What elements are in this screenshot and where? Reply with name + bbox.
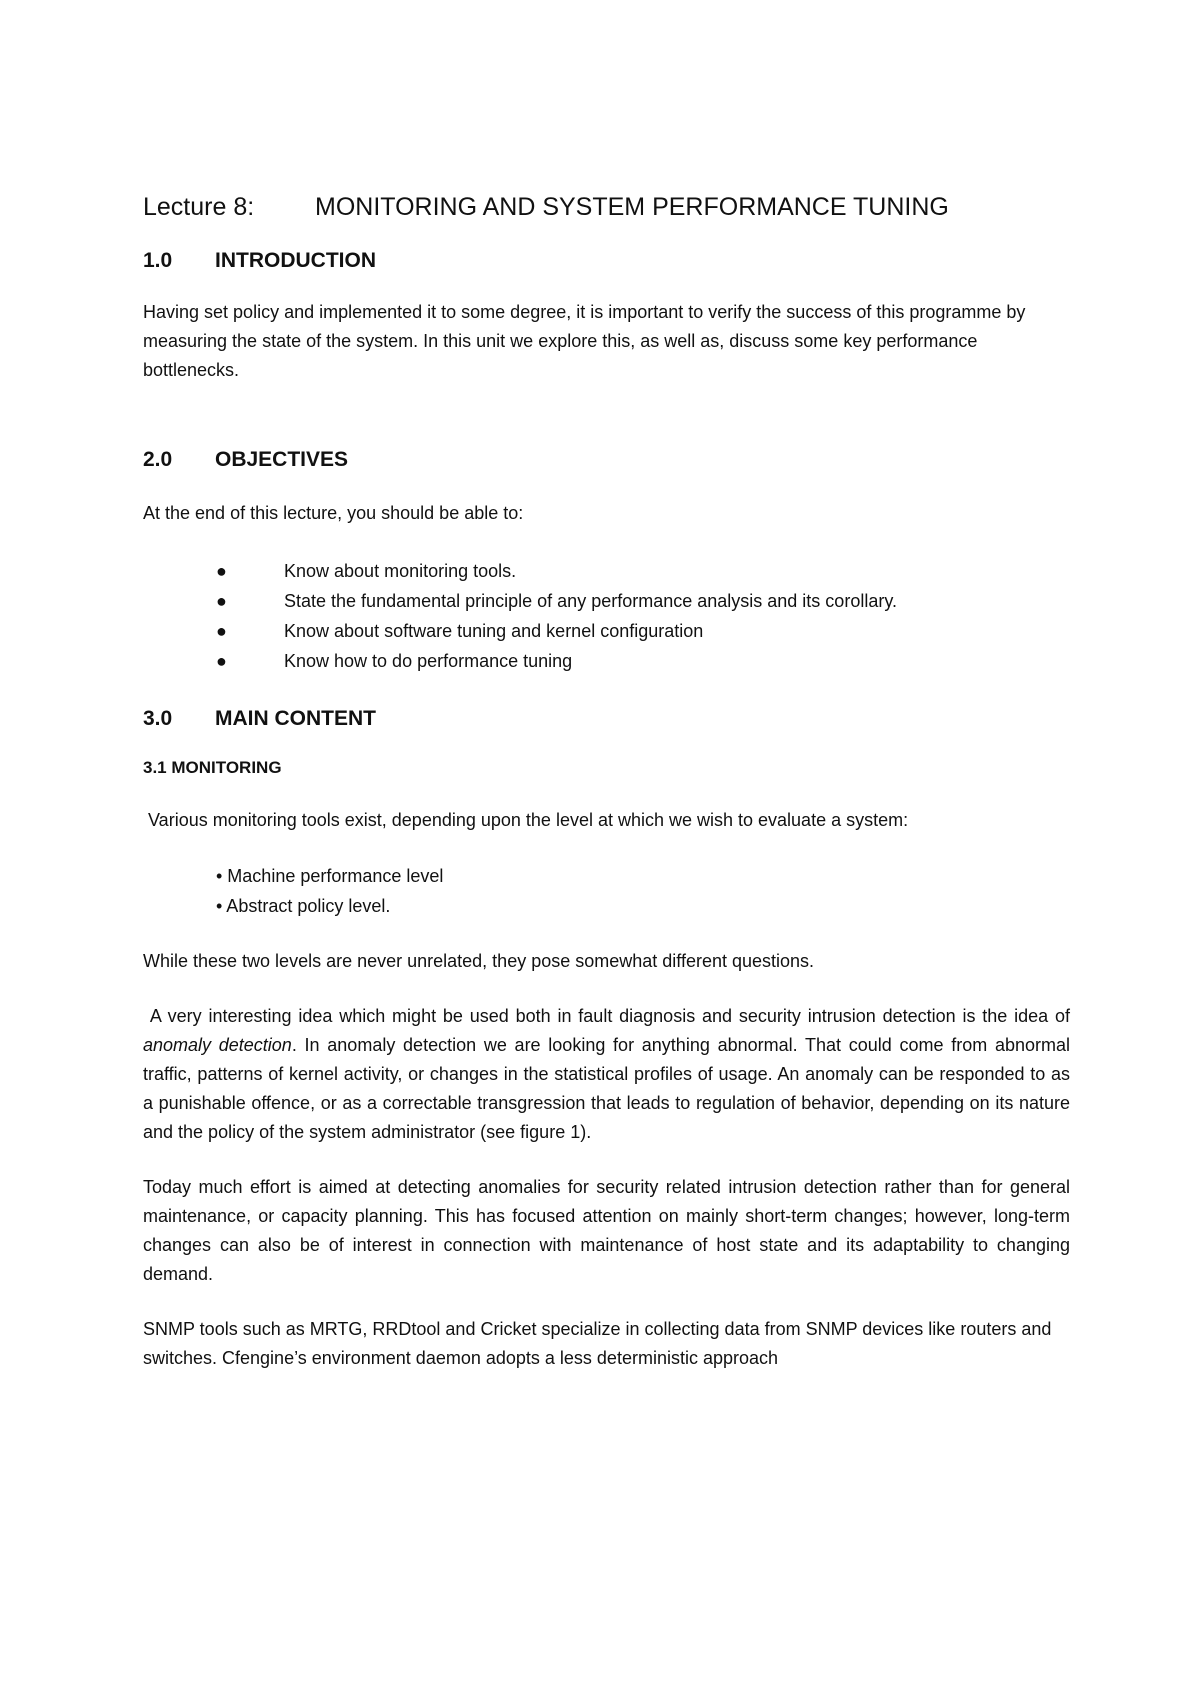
monitoring-intro: Various monitoring tools exist, depending upon the level at which we wish to evaluate a system: — [143, 810, 909, 830]
section-title: OBJECTIVES — [215, 448, 349, 471]
introduction-paragraph: Having set policy and implemented it to some degree, it is important to verify the success of this programme by measuring the state of the system. In this unit we explore this, as well as, discuss some key performance bottlenecks. — [143, 302, 1026, 380]
list-item — [143, 586, 1070, 616]
bullet-icon: ● — [216, 591, 227, 611]
levels-paragraph: While these two levels are never unrelated, they pose somewhat different questions. — [143, 951, 815, 971]
anomaly-paragraph — [143, 1002, 1076, 1147]
list-item: • Abstract policy level. — [216, 896, 391, 916]
section-number: 2.0 — [143, 448, 173, 471]
anomaly-term: anomaly detection — [143, 1035, 292, 1055]
list-item — [143, 556, 1070, 586]
lecture-label: Lecture 8: — [143, 193, 255, 221]
bullet-icon: ● — [216, 561, 227, 581]
monitoring-levels-list — [143, 861, 1070, 921]
section-number: 3.0 — [143, 707, 173, 730]
bullet-icon: ● — [216, 621, 227, 641]
section-heading-main-content — [143, 704, 1070, 734]
list-item — [143, 616, 1070, 646]
section-title: MAIN CONTENT — [215, 707, 376, 730]
today-paragraph: Today much effort is aimed at detecting anomalies for security related intrusion detection rather than for general maintenance, or capacity planning. This has focused attention on mainly short-term changes; however, long-term changes can also be of interest in connection with maintenance of host state and its adaptability to changing demand. — [143, 1177, 1070, 1284]
snmp-paragraph: SNMP tools such as MRTG, RRDtool and Cricket specialize in collecting data from SNMP devices like routers and switches. Cfengine’s environment daemon adopts a less deterministic approach — [143, 1319, 1052, 1368]
section-number: 1.0 — [143, 249, 173, 272]
document-content — [143, 190, 1076, 1373]
anomaly-text-before: A very interesting idea which might be used both in fault diagnosis and security intrusion detection is the idea of — [143, 1006, 1075, 1026]
list-item-text: State the fundamental principle of any performance analysis and its corollary. — [284, 591, 897, 611]
objectives-list — [143, 556, 1070, 676]
list-item-text: Know about monitoring tools. — [284, 561, 517, 581]
lecture-title — [143, 190, 1070, 224]
objectives-intro: At the end of this lecture, you should be able to: — [143, 503, 524, 523]
list-item-text: Know about software tuning and kernel configuration — [284, 621, 704, 641]
list-item-text: Know how to do performance tuning — [284, 651, 573, 671]
subsection-heading-monitoring: 3.1 MONITORING — [143, 758, 282, 777]
list-item: • Machine performance level — [216, 866, 444, 886]
anomaly-text-after: . In anomaly detection we are looking for anything abnormal. That could come from abnormal traffic, patterns of kernel activity, or changes in the statistical profiles of usage. An anomaly can be responded to as a punishable offence, or as a correctable transgression that leads to regulation of behavior, depending on its nature and the policy of the system administrator (see figure 1). — [143, 1035, 1076, 1142]
lecture-title-text: MONITORING AND SYSTEM PERFORMANCE TUNING — [315, 193, 949, 221]
section-title: INTRODUCTION — [215, 249, 376, 272]
list-item — [143, 646, 1070, 676]
section-heading-introduction — [143, 246, 1070, 276]
section-heading-objectives — [143, 445, 1070, 475]
bullet-icon: ● — [216, 651, 227, 671]
